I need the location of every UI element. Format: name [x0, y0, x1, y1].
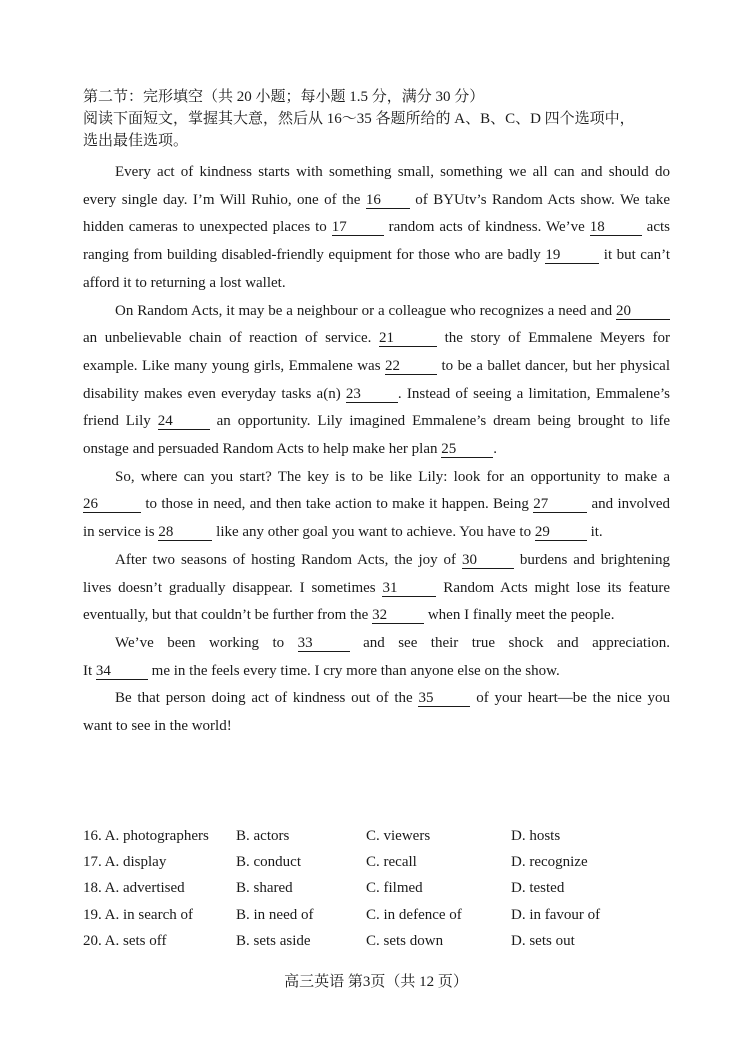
option-d: D. sets out — [511, 932, 575, 949]
option-c: C. viewers — [366, 828, 431, 844]
paragraph-4 — [83, 547, 670, 630]
option-d: D. hosts — [511, 828, 561, 844]
blank-35: 35 — [418, 691, 470, 707]
cloze-passage — [83, 159, 670, 741]
paragraph-text: to those in need, and then take action to make it happen. Being — [141, 496, 534, 513]
paragraph-3 — [83, 464, 670, 547]
option-a: 18. A. advertised — [83, 880, 185, 897]
paragraph-text: it but can’t afford it to returning a lost wallet. — [83, 247, 670, 291]
blank-23: 23 — [346, 387, 398, 403]
option-row-20 — [83, 928, 683, 954]
blank-22: 22 — [385, 359, 437, 375]
paragraph-text: . Instead of seeing a limitation, Emmalene’s friend Lily — [83, 385, 670, 430]
section-title: 第二节：完形填空（共 20 小题；每小题 1.5 分，满分 30 分） — [83, 89, 485, 105]
blank-34: 34 — [96, 664, 148, 680]
paragraph-text: Random Acts might lose its feature eventually, but that couldn’t be further from the — [83, 579, 670, 624]
blank-24: 24 — [158, 414, 210, 430]
paragraph-1 — [83, 159, 670, 298]
paragraph-text: me in the feels every time. I cry more than anyone else on the show. — [147, 662, 560, 679]
instruction-line-2: 选出最佳选项。 — [83, 133, 189, 149]
blank-16: 16 — [366, 193, 410, 209]
paragraph-5-continued — [83, 658, 670, 686]
option-a: 20. A. sets off — [83, 932, 167, 949]
blank-29: 29 — [535, 525, 587, 541]
paragraph-text: an opportunity. Lily imagined Emmalene’s dream being brought to life onstage and persuaded Random Acts to help make her plan — [83, 413, 670, 458]
paragraph-text: of your heart—be the nice you want to see in the world! — [83, 690, 671, 735]
blank-20: 20 — [616, 304, 670, 320]
option-b: B. shared — [236, 880, 293, 897]
blank-18: 18 — [590, 220, 642, 236]
option-d: D. recognize — [511, 854, 588, 871]
paragraph-text: the story of Emmalene Meyers for example. Like many young girls, Emmalene was — [83, 330, 671, 374]
paragraph-text: of BYUtv’s Random Acts show. We take hidden cameras to unexpected places to — [83, 191, 670, 236]
paragraph-text: Every act of kindness starts with something small, something we all can and should do every single day. I’m Will Ruhio, one of the — [83, 164, 670, 208]
blank-30: 30 — [462, 553, 514, 569]
paragraph-2 — [83, 298, 670, 464]
option-b: B. conduct — [236, 854, 301, 871]
paragraph-text: like any other goal you want to achieve. You have to — [212, 524, 535, 541]
paragraph-text: random acts of kindness. We’ve — [383, 219, 590, 236]
option-b: B. in need of — [236, 906, 314, 923]
option-c: C. sets down — [366, 932, 444, 949]
option-row-17 — [83, 849, 683, 875]
blank-25: 25 — [441, 442, 493, 458]
paragraph-text: and involved in service is — [83, 496, 670, 541]
blank-31: 31 — [382, 581, 436, 597]
paragraph-text: and see their true shock and appreciation. — [349, 634, 671, 651]
option-a: 19. A. in search of — [83, 906, 193, 923]
blank-17: 17 — [332, 220, 384, 236]
answer-options — [83, 823, 683, 954]
paragraph-text: acts ranging from building disabled-friendly equipment for those who are badly — [83, 219, 670, 264]
option-c: C. filmed — [366, 880, 423, 897]
option-b: B. sets aside — [236, 932, 311, 949]
option-row-18 — [83, 875, 683, 901]
blank-27: 27 — [533, 497, 587, 513]
paragraph-text: . — [493, 441, 497, 458]
paragraph-text: After two seasons of hosting Random Acts, the joy of — [115, 551, 462, 568]
blank-33: 33 — [298, 636, 350, 652]
blank-32: 32 — [372, 608, 424, 624]
option-b: B. actors — [236, 828, 290, 844]
option-d: D. tested — [511, 880, 565, 897]
paragraph-text: So, where can you start? The key is to be like Lily: look for an opportunity to make a — [115, 468, 670, 485]
option-c: C. in defence of — [366, 906, 462, 923]
option-c: C. recall — [366, 854, 417, 871]
option-row-19 — [83, 902, 683, 928]
paragraph-text: We’ve been working to — [115, 634, 298, 651]
paragraph-text: Be that person doing act of kindness out of the — [115, 690, 419, 707]
blank-21: 21 — [379, 331, 437, 347]
paragraph-text: it. — [586, 524, 603, 541]
option-a: 16. A. photographers — [83, 828, 209, 844]
paragraph-text: an unbelievable chain of reaction of service. — [83, 330, 379, 347]
blank-28: 28 — [158, 525, 212, 541]
option-d: D. in favour of — [511, 906, 601, 923]
paragraph-text: On Random Acts, it may be a neighbour or a colleague who recognizes a need and — [115, 302, 616, 319]
paragraph-text: It — [83, 662, 96, 679]
paragraph-6 — [83, 685, 670, 740]
option-a: 17. A. display — [83, 854, 167, 871]
paragraph-text: burdens and brightening lives doesn’t gradually disappear. I sometimes — [83, 551, 670, 596]
section-header — [83, 86, 683, 152]
option-row-16 — [83, 823, 683, 849]
paragraph-5 — [83, 630, 670, 658]
paragraph-text: when I finally meet the people. — [424, 607, 615, 624]
blank-26: 26 — [83, 497, 141, 513]
blank-19: 19 — [545, 248, 599, 264]
paragraph-text: to be a ballet dancer, but her physical disability makes even everyday tasks a(n) — [83, 357, 670, 402]
instruction-line-1: 阅读下面短文，掌握其大意，然后从 16～35 各题所给的 A、B、C、D 四个选项中， — [83, 111, 635, 127]
page-footer: 高三英语 第3页（共 12 页） — [284, 974, 468, 990]
